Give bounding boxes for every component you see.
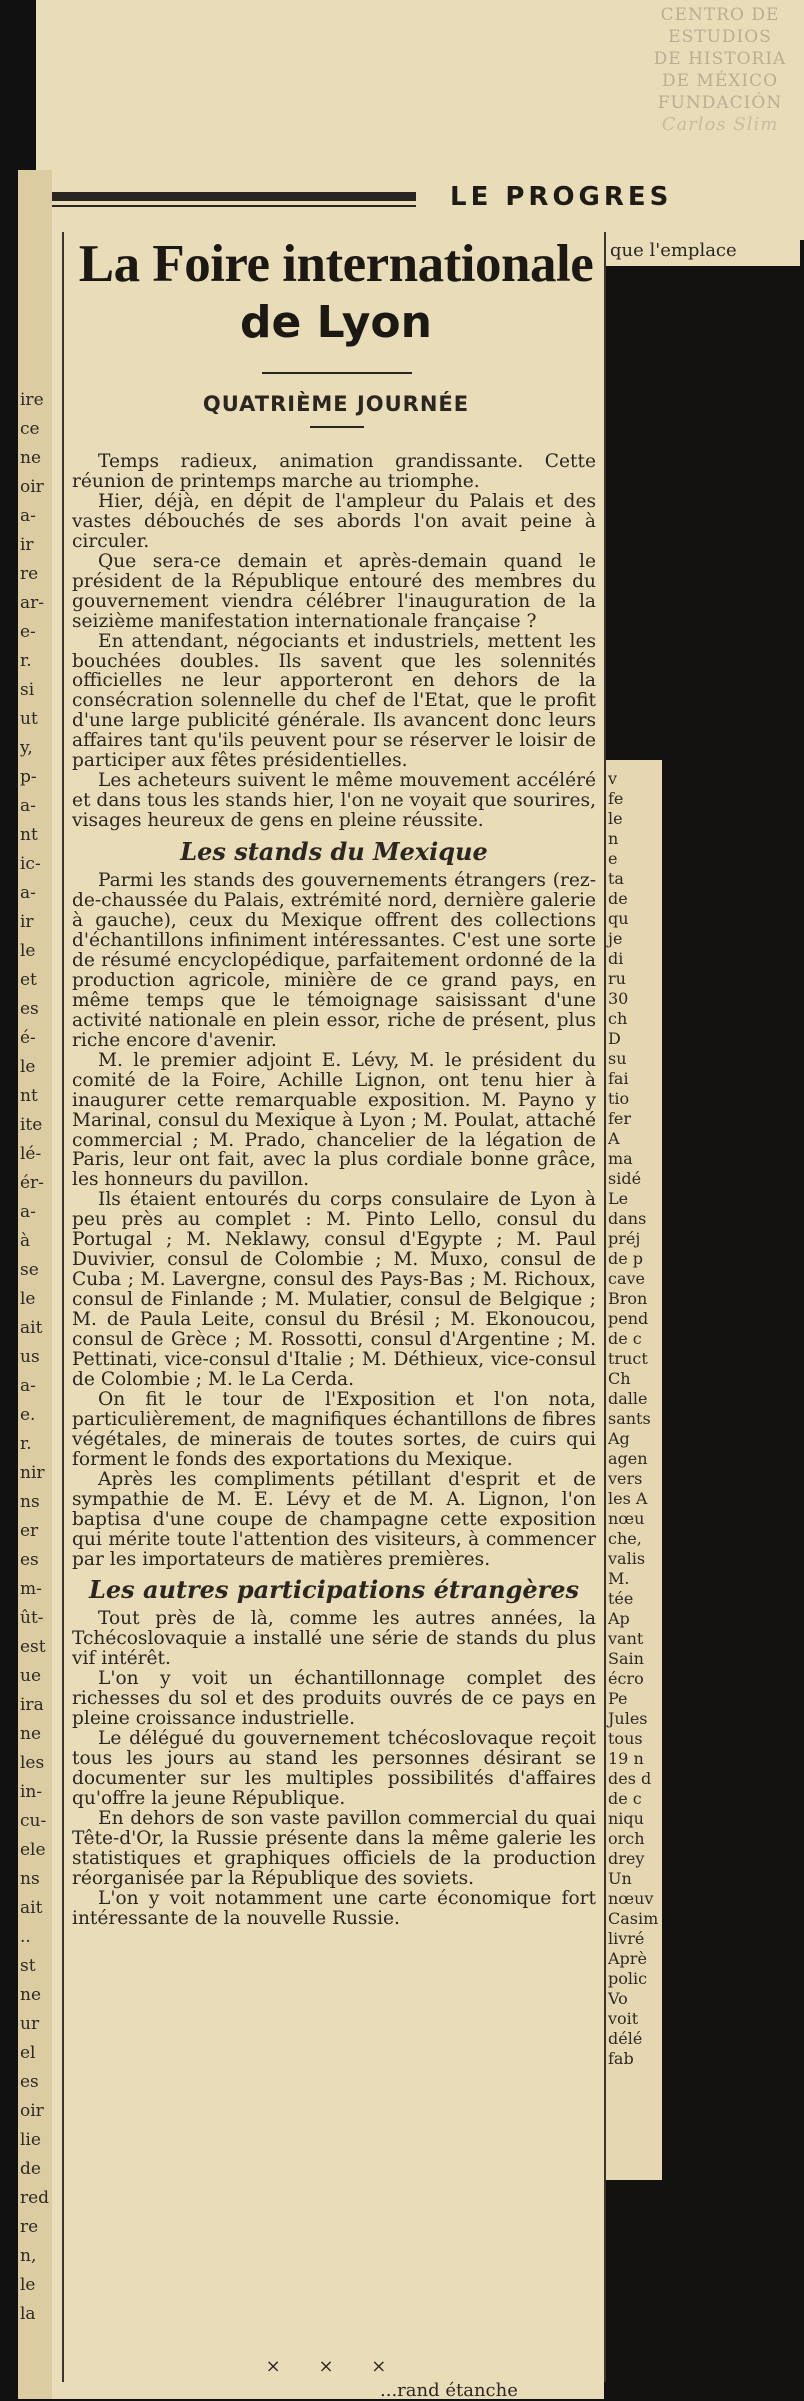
adjacent-column-fragment: ne (20, 1985, 42, 2005)
adjacent-column-fragment: es (20, 2072, 39, 2092)
adjacent-column-fragment: agen (608, 1449, 648, 1468)
adjacent-column-fragment: n (608, 829, 619, 848)
adjacent-column-fragment: A (608, 1129, 620, 1148)
adjacent-column-fragment: de p (608, 1249, 644, 1268)
adjacent-column-fragment: de (608, 889, 628, 908)
adjacent-column-fragment: ût- (20, 1608, 44, 1628)
right-adjacent-column (604, 760, 662, 2180)
adjacent-column-fragment: niqu (608, 1809, 644, 1828)
adjacent-column-fragment: le (608, 809, 623, 828)
watermark-line: ESTUDIOS (668, 27, 772, 47)
adjacent-column-fragment: nœu (608, 1509, 645, 1528)
adjacent-column-fragment: ele (20, 1840, 46, 1860)
adjacent-column-fragment: drey (608, 1849, 645, 1868)
adjacent-column-fragment: le (20, 941, 36, 961)
adjacent-column-fragment: di (608, 949, 624, 968)
adjacent-column-fragment: est (20, 1637, 46, 1657)
adjacent-column-fragment: sidé (608, 1169, 642, 1188)
adjacent-column-fragment: Ch (608, 1369, 631, 1388)
article-paragraph: Le délégué du gouvernement tchécoslovaque reçoit tous les jours au stand les personnes désirant se documenter sur les multiples possibilités d'affaires qu'offre la jeune République. (72, 1728, 596, 1810)
adjacent-column-fragment: v (608, 769, 618, 788)
column-divider-right (604, 232, 606, 2382)
article-title-line2: de Lyon (240, 297, 432, 348)
adjacent-column-fragment: y, (20, 738, 33, 758)
adjacent-column-fragment: les (20, 1753, 45, 1773)
article-paragraph: Parmi les stands des gouvernements étrangers (rez-de-chaussée du Palais, extrémité nord, dernière galerie à gauche), ceux du Mexique offrent des collections d'échantillons infiniment intéressantes. C'est une sorte de résumé encyclopédique, parfaitement ordonné de la production agricole, minière de ce grand pays, en même temps que le témoignage saisissant d'une activité nationale en plein essor, riche de présent, plus riche encore d'avenir. (72, 870, 596, 1051)
adjacent-column-fragment: préj (608, 1229, 641, 1248)
adjacent-column-fragment: ne (20, 448, 42, 468)
adjacent-column-fragment: Bron (608, 1289, 648, 1308)
article-paragraph: Après les compliments pétillant d'esprit et de sympathie de M. E. Lévy et de M. A. Lignon, l'on baptisa d'une coupe de champagne cette exposition qui mérite toute l'attention des visiteurs, à commencer par les importateurs de matières premières. (72, 1468, 596, 1570)
adjacent-column-fragment: la (20, 2304, 36, 2324)
article-paragraph: Temps radieux, animation grandissante. Cette réunion de printemps marche au triomphe. (72, 451, 596, 492)
adjacent-column-fragment: nœuv (608, 1889, 654, 1908)
column-divider-left (62, 232, 64, 2382)
article-paragraph: Hier, déjà, en dépit de l'ampleur du Palais et des vastes débouchés de ses abords l'on avait peine à circuler. (72, 490, 596, 552)
adjacent-column-fragment: ns (20, 1869, 40, 1889)
article-paragraph: En attendant, négociants et industriels, mettent les bouchées doubles. Ils savent que les solennités officielles ne leur apporteront en dehors de la consécration solennelle du chef de l'Etat, que le profit d'une large publicité générale. Ils avancent donc leurs affaires tant qu'ils peuvent pour se réserver le loisir de participer aux fêtes présidentielles. (72, 630, 596, 772)
adjacent-column-fragment: pend (608, 1309, 649, 1328)
adjacent-column-fragment: es (20, 999, 39, 1019)
adjacent-column-fragment: nt (20, 825, 38, 845)
masthead-rule-thin (36, 205, 416, 207)
watermark-line: FUNDACIÓN (657, 93, 783, 113)
adjacent-column-fragment: re (20, 564, 39, 584)
adjacent-column-fragment: r. (20, 1434, 32, 1454)
adjacent-column-fragment: cu- (20, 1811, 47, 1831)
section-heading: Les autres participations étrangères (88, 1575, 580, 1605)
adjacent-column-fragment: ut (20, 709, 38, 729)
section-heading: Les stands du Mexique (180, 837, 488, 867)
adjacent-column-fragment: je (608, 929, 623, 948)
adjacent-column-fragment: dans (608, 1209, 647, 1228)
newspaper-masthead: LE PROGRES (450, 182, 673, 212)
adjacent-column-fragment: a- (20, 796, 36, 816)
adjacent-column-fragment: re (20, 2217, 39, 2237)
adjacent-column-fragment: ar- (20, 593, 45, 613)
adjacent-column-fragment: m- (20, 1579, 42, 1599)
adjacent-column-fragment: vers (608, 1469, 643, 1488)
subtitle-divider (310, 426, 364, 428)
adjacent-column-fragment: e (608, 849, 618, 868)
adjacent-column-fragment: de c (608, 1329, 642, 1348)
adjacent-column-fragment: truct (608, 1349, 648, 1368)
adjacent-column-fragment: er (20, 1521, 39, 1541)
article-paragraph: L'on y voit notamment une carte économique fort intéressante de la nouvelle Russie. (72, 1887, 596, 1929)
adjacent-column-fragment: a- (20, 883, 36, 903)
adjacent-column-fragment: a- (20, 1202, 36, 1222)
adjacent-column-fragment: ur (20, 2014, 40, 2034)
adjacent-column-fragment: qu (608, 909, 629, 928)
adjacent-column-fragment: écro (608, 1669, 644, 1688)
adjacent-column-fragment: délé (608, 2029, 643, 2048)
adjacent-column-fragment: 19 n (608, 1749, 644, 1768)
adjacent-column-fragment: ue (20, 1666, 42, 1686)
adjacent-column-fragment: ma (608, 1149, 633, 1168)
adjacent-column-fragment: ic- (20, 854, 41, 874)
watermark-line: DE MÉXICO (661, 71, 779, 91)
adjacent-column-fragment: ait (20, 1318, 43, 1338)
next-article-fragment: ...rand étanche (380, 2380, 518, 2401)
adjacent-column-fragment: se (20, 1260, 39, 1280)
adjacent-column-fragment: dalle (608, 1389, 648, 1408)
adjacent-column-fragment: lé- (20, 1144, 42, 1164)
adjacent-column-fragment: ce (20, 419, 40, 439)
adjacent-column-fragment: de c (608, 1789, 642, 1808)
adjacent-column-fragment: ér- (20, 1173, 44, 1193)
adjacent-column-fragment: oir (20, 477, 44, 497)
adjacent-column-fragment: ir (20, 912, 34, 932)
left-adjacent-column (18, 170, 52, 2399)
adjacent-column-fragment: Sain (608, 1649, 644, 1668)
adjacent-column-fragment: ait (20, 1898, 43, 1918)
adjacent-column-fragment: voit (608, 2009, 639, 2028)
adjacent-column-text: que l'emplace (610, 240, 737, 261)
adjacent-column-fragment: livré (608, 1929, 645, 1948)
adjacent-column-fragment: ru (608, 969, 626, 988)
adjacent-column-fragment: cave (608, 1269, 646, 1288)
adjacent-column-fragment: ir (20, 535, 34, 555)
watermark-line: CENTRO DE (660, 5, 780, 25)
adjacent-column-fragment: Aprè (608, 1949, 647, 1968)
adjacent-column-fragment: polic (608, 1969, 648, 1988)
adjacent-column-fragment: ns (20, 1492, 40, 1512)
adjacent-column-fragment: tio (608, 1089, 630, 1108)
adjacent-column-fragment: D (608, 1029, 621, 1048)
watermark-signature: Carlos Slim (661, 114, 779, 135)
adjacent-column-fragment: ne (20, 1724, 42, 1744)
adjacent-column-fragment: Pe (608, 1689, 628, 1708)
adjacent-column-fragment: Ap (608, 1609, 630, 1628)
archive-watermark (640, 4, 800, 136)
watermark-line: DE HISTORIA (653, 49, 787, 69)
adjacent-column-fragment: oir (20, 2101, 44, 2121)
adjacent-column-fragment: le (20, 1289, 36, 1309)
adjacent-column-fragment: el (20, 2043, 36, 2063)
article-paragraph: L'on y voit un échantillonnage complet des richesses du sol et des produits ouvrés de ce pays en pleine croissance industrielle. (72, 1668, 596, 1730)
adjacent-column-fragment: ch (608, 1009, 628, 1028)
adjacent-column-fragment: r. (20, 651, 32, 671)
adjacent-column-fragment: fai (608, 1069, 629, 1088)
article-paragraph: On fit le tour de l'Exposition et l'on nota, particulièrement, de magnifiques échantillons de fibres végétales, de minerais de toutes sortes, de cuirs qui forment le fonds des exportations du Mexique. (72, 1388, 596, 1470)
adjacent-column-fragment: us (20, 1347, 40, 1367)
adjacent-column-fragment: orch (608, 1829, 645, 1848)
adjacent-column-fragment: .. (20, 1927, 31, 1947)
adjacent-column-fragment: à (20, 1231, 31, 1251)
article-subtitle: QUATRIÈME JOURNÉE (202, 392, 470, 416)
section-ornament: × × × (265, 2356, 403, 2377)
adjacent-column-fragment: in- (20, 1782, 43, 1802)
adjacent-column-fragment: lie (20, 2130, 41, 2150)
adjacent-column-fragment: Casim (608, 1909, 659, 1928)
adjacent-column-fragment: ira (20, 1695, 44, 1715)
adjacent-column-fragment: e. (20, 1405, 36, 1425)
adjacent-column-fragment: tous (608, 1729, 643, 1748)
adjacent-column-fragment: les A (608, 1489, 648, 1508)
adjacent-column-fragment: ire (20, 390, 44, 410)
adjacent-column-fragment: fer (608, 1109, 632, 1128)
adjacent-column-fragment: 30 (608, 989, 629, 1008)
adjacent-column-fragment: valis (608, 1549, 646, 1568)
adjacent-column-fragment: Jules (608, 1709, 648, 1728)
article-paragraph: Ils étaient entourés du corps consulaire de Lyon à peu près au complet : M. Pinto Lello, consul du Portugal ; M. Neklawy, consul d'Egypte ; M. Paul Duvivier, consul de Colombie ; M. Muxo, consul de Cuba ; M. Lavergne, consul des Pays-Bas ; M. Richoux, consul de Finlande ; M. Mulatier, consul de Belgique ; M. de Paula Leite, consul du Brésil ; M. Ekonoucou, consul de Grèce ; M. Rossotti, consul d'Argentine ; M. Pettinati, vice-consul d'Italie ; M. Déthieux, vice-consul de Colombie ; M. le La Cerda. (72, 1189, 596, 1390)
article-body (72, 452, 596, 1929)
adjacent-column-fragment: st (20, 1956, 36, 1976)
adjacent-column-fragment: vant (608, 1629, 644, 1648)
adjacent-column-fragment: a- (20, 506, 36, 526)
adjacent-column-fragment: si (20, 680, 35, 700)
article-paragraph: Tout près de là, comme les autres années, la Tchécoslovaquie a installé une série de stands du plus vif intérêt. (72, 1608, 596, 1670)
adjacent-column-fragment: Le (608, 1189, 629, 1208)
article-paragraph: En dehors de son vaste pavillon commercial du quai Tête-d'Or, la Russie présente dans la même galerie les statistiques et graphiques officiels de la production réorganisée par la République des soviets. (72, 1808, 596, 1889)
adjacent-column-fragment: che, (608, 1529, 642, 1548)
masthead-rule (36, 192, 416, 201)
adjacent-column-fragment: a- (20, 1376, 36, 1396)
article-paragraph: Que sera-ce demain et après-demain quand le président de la République entouré des membres du gouvernement viendra célébrer l'inauguration de la seizième manifestation internationale française ? (72, 550, 596, 632)
adjacent-column-fragment: nir (20, 1463, 45, 1483)
adjacent-column-fragment: ta (608, 869, 624, 888)
adjacent-column-fragment: des d (608, 1769, 652, 1788)
adjacent-column-fragment: ite (20, 1115, 43, 1135)
adjacent-column-fragment: red (20, 2188, 50, 2208)
article-title: La Foire internationale (78, 235, 594, 293)
adjacent-column-fragment: M. (608, 1569, 630, 1588)
adjacent-column-fragment: fe (608, 789, 624, 808)
title-divider (262, 372, 412, 374)
adjacent-column-fragment: tée (608, 1589, 634, 1608)
article-paragraph: M. le premier adjoint E. Lévy, M. le président du comité de la Foire, Achille Lignon, ont tenu hier à inaugurer cette remarquable exposition. M. Payno y Marinal, consul du Mexique à Lyon ; M. Poulat, attaché commercial ; M. Prado, chancelier de la légation de Paris, leur ont fait, avec la plus cordiale bonne grâce, les honneurs du pavillon. (72, 1049, 596, 1191)
adjacent-column-fragment: Vo (608, 1989, 628, 2008)
adjacent-column-fragment: le (20, 1057, 36, 1077)
adjacent-column-fragment: su (608, 1049, 627, 1068)
adjacent-column-fragment: es (20, 1550, 39, 1570)
adjacent-column-fragment: é- (20, 1028, 36, 1048)
adjacent-column-fragment: Un (608, 1869, 632, 1888)
adjacent-column-fragment: nt (20, 1086, 38, 1106)
adjacent-column-fragment: et (20, 970, 37, 990)
article-paragraph: Les acheteurs suivent le même mouvement accéléré et dans tous les stands hier, l'on ne voyait que sourires, visages heureux de gens en pleine réussite. (72, 770, 596, 832)
adjacent-column-fragment: e- (20, 622, 36, 642)
adjacent-column-fragment: le (20, 2275, 36, 2295)
adjacent-column-fragment: p- (20, 767, 37, 787)
adjacent-column-fragment: fab (608, 2049, 634, 2068)
adjacent-column-top (604, 236, 800, 266)
adjacent-column-fragment: Ag (608, 1429, 630, 1448)
adjacent-column-fragment: sants (608, 1409, 651, 1428)
adjacent-column-fragment: de (20, 2159, 41, 2179)
adjacent-column-fragment: n, (20, 2246, 37, 2266)
